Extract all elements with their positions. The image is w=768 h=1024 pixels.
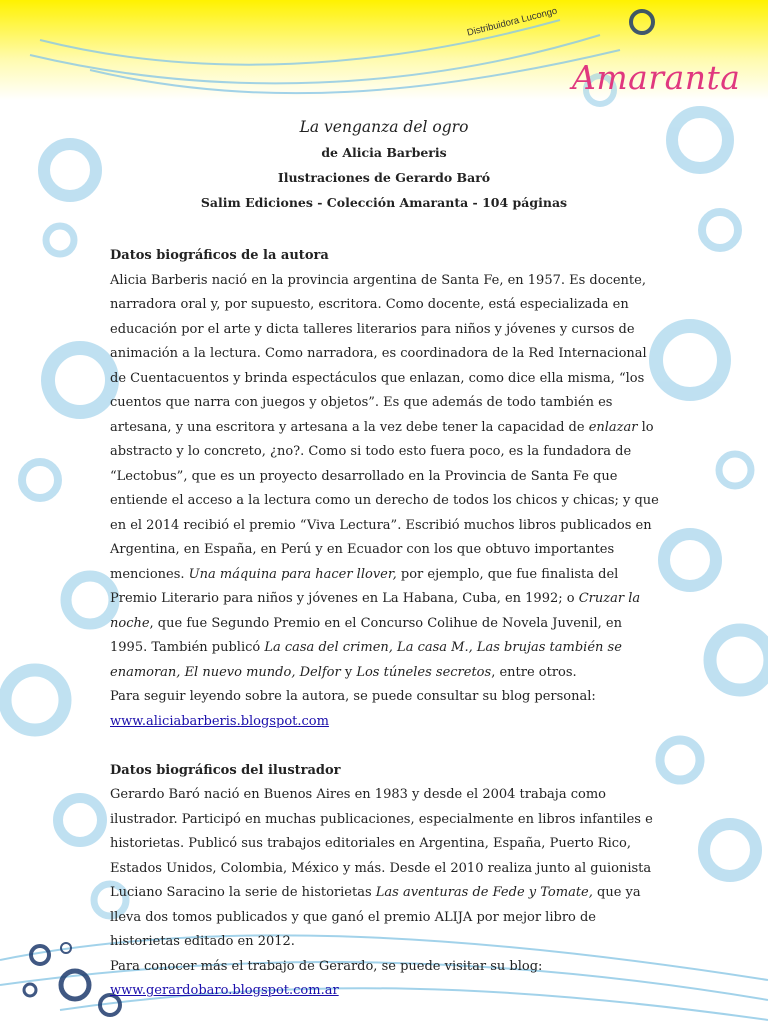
author-bio-em-2: Una máquina para hacer llover, [188,566,397,582]
section-spacer [110,734,662,759]
author-section-heading: Datos biográficos de la autora [110,248,329,263]
author-bio-em-3: Cruzar la noche [110,591,641,631]
author-blog-link[interactable]: www.aliciabarberis.blogspot.com [110,713,329,729]
author-bio-text-1: Alicia Barberis nació en la provincia argentina de Santa Fe, en 1957. Es docente, narradora oral y, por supuesto, escritora. Como docente, está especializada en educación por el arte y dicta talleres literarios para niños y jóvenes y cursos de animación a la lectura. Como narradora, es coordinadora de la Red Internacional de Cuentacuentos y brinda espectáculos que enlazan, como dice ella misma, “los cuentos que narra con juegos y objetos”. Es que además de todo también es artesana, y una escritora y artesana a la vez debe tener la capacidad de [110,272,647,435]
illustrator-bio-text-1: Gerardo Baró nació en Buenos Aires en 1983 y desde el 2004 trabaja como ilustrador. Participó en muchas publicaciones, especialmente en libros infantiles e historietas. Publicó sus trabajos editoriales en Argentina, España, Puerto Rico, Estados Unidos, Colombia, México y más. Desde el 2010 realiza junto al guionista Luciano Saracino la serie de historietas [110,787,653,900]
author-bio-em-1: enlazar [588,419,638,435]
author-bio-text-2: lo abstracto y lo concreto, ¿no?. Como si todo esto fuera poco, es la fundadora de “Lectobus”, que es un proyecto desarrollado en la Provincia de Santa Fe que entiende el acceso a la lectura como un derecho de todos los chicos y chicas; y que en el 2014 recibió el premio “Viva Lectura”. Escribió muchos libros publicados en Argentina, en España, en Perú y en Ecuador con los que obtuvo importantes menciones. [110,419,659,582]
author-bio-paragraph [110,269,662,686]
author-bio-text-5: y [340,664,357,680]
book-title: La venganza del ogro [299,118,469,136]
author-bio-text-6: , entre otros. [491,664,577,680]
author-bio-em-5: Los túneles secretos [356,664,492,680]
illustrator-bio-em-1: Las aventuras de Fede y Tomate, [375,885,593,900]
illustrator-bio-text-2: que ya lleva dos tomos publicados y que ganó el premio ALIJA por mejor libro de historietas editado en 2012. [110,885,641,949]
illustrator-section-heading: Datos biográficos del ilustrador [110,762,341,778]
author-line: de Alicia Barberis [321,145,447,160]
publisher-line: Salim Ediciones - Colección Amaranta - 104 páginas [200,195,568,210]
document-body [110,244,662,1004]
amaranta-logo: Amaranta [572,58,741,97]
author-bio-text-3: por ejemplo, que fue finalista del Premio Literario para niños y jóvenes en La Habana, Cuba, en 1992; o [110,566,619,606]
illustrator-bio-paragraph [110,783,662,955]
author-bio-text-4: , que fue Segundo Premio en el Concurso Colihue de Novela Juvenil, en 1995. También publicó [110,615,622,655]
distributor-label: Distribuidora Lucongo [466,5,559,39]
author-blog-intro: Para seguir leyendo sobre la autora, se puede consultar su blog personal: [110,689,596,704]
illustrator-blog-link[interactable]: www.gerardobaro.blogspot.com.ar [110,983,339,998]
document-header [0,118,768,220]
author-bio-em-4: La casa del crimen, La casa M., Las brujas también se enamoran, El nuevo mundo, Delfor [110,640,622,680]
illustrator-line: Ilustraciones de Gerardo Baró [277,170,491,185]
illustrator-blog-intro: Para conocer más el trabajo de Gerardo, se puede visitar su blog: [110,958,543,974]
